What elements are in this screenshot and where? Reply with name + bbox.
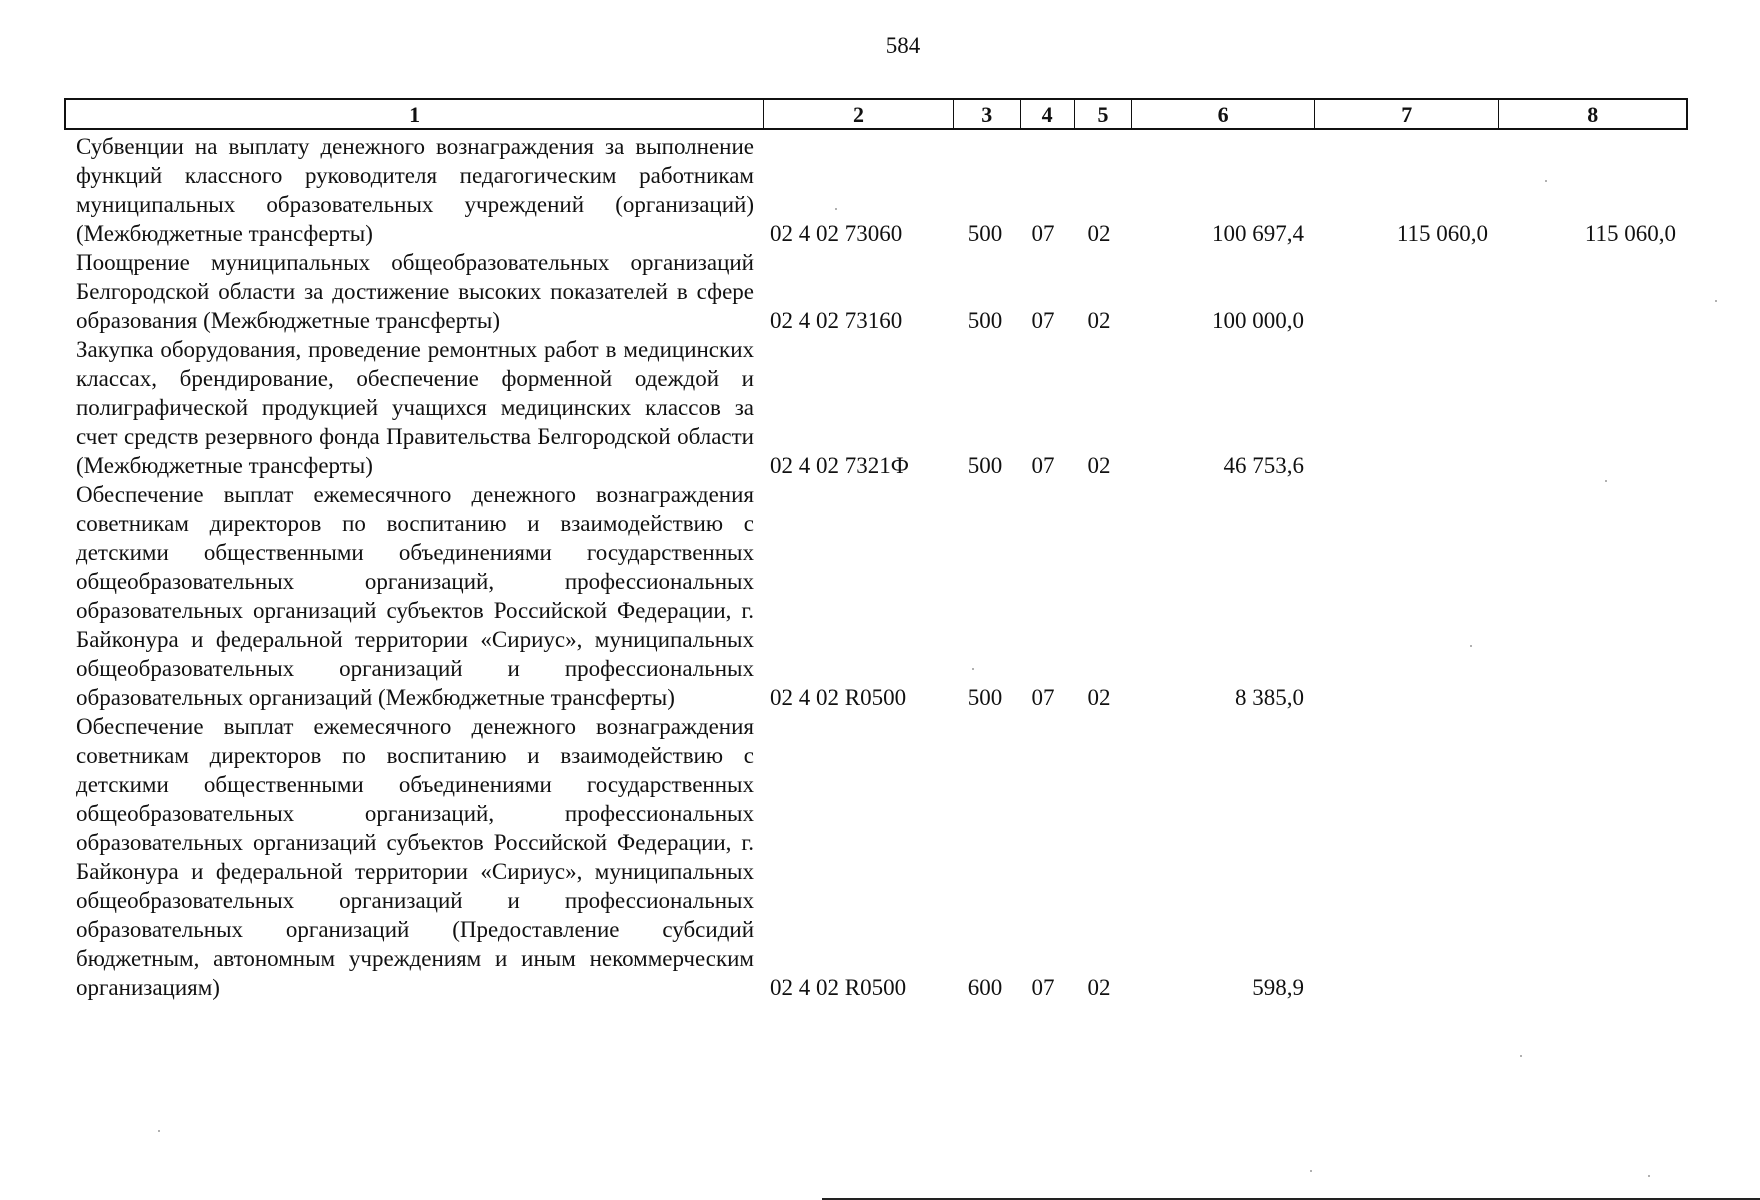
- scan-speck: [835, 208, 837, 210]
- scan-speck: [158, 1130, 160, 1132]
- row-col-3: 600: [967, 975, 1003, 1000]
- row-code: 02 4 02 7321Ф: [770, 453, 909, 478]
- scan-speck: [972, 668, 974, 670]
- header-col-2: 2: [764, 100, 954, 128]
- page-number: 584: [885, 33, 921, 58]
- row-col-7: 115 060,0: [1396, 221, 1488, 246]
- row-col-5: 02: [1087, 685, 1111, 710]
- row-col-6: 100 697,4: [1212, 221, 1304, 246]
- table-row: [76, 335, 1688, 480]
- row-code: 02 4 02 73160: [770, 308, 903, 333]
- header-col-6: 6: [1132, 100, 1315, 128]
- row-description: Поощрение муниципальных общеобразовательных организаций Белгородской области за достижение высоких показателей в сфере образования (Межбюджетные трансферты): [76, 250, 754, 333]
- scan-speck: [1605, 480, 1607, 482]
- scan-speck: [1545, 180, 1547, 182]
- table-header: [64, 98, 1688, 130]
- row-col-6: 46 753,6: [1223, 453, 1304, 478]
- table-row: [76, 712, 1688, 1002]
- row-code: 02 4 02 R0500: [770, 975, 907, 1000]
- table-body: [76, 132, 1688, 1002]
- row-col-8: 115 060,0: [1584, 221, 1676, 246]
- header-col-7: 7: [1315, 100, 1500, 128]
- header-col-5: 5: [1075, 100, 1133, 128]
- scan-speck: [1310, 1170, 1312, 1172]
- row-col-5: 02: [1087, 453, 1111, 478]
- row-col-3: 500: [967, 685, 1003, 710]
- row-col-5: 02: [1087, 221, 1111, 246]
- scan-speck: [1520, 1055, 1522, 1057]
- table-row: [76, 248, 1688, 335]
- row-col-3: 500: [967, 221, 1003, 246]
- row-col-4: 07: [1031, 453, 1055, 478]
- header-col-1: 1: [66, 100, 764, 128]
- row-description: Субвенции на выплату денежного вознаграждения за выполнение функций классного руководителя педагогическим работникам муниципальных образовательных учреждений (организаций) (Межбюджетные трансферты): [76, 134, 754, 246]
- row-code: 02 4 02 R0500: [770, 685, 907, 710]
- row-col-5: 02: [1087, 975, 1111, 1000]
- scan-speck: [1470, 645, 1472, 647]
- row-description: Обеспечение выплат ежемесячного денежного вознаграждения советникам директоров по воспитанию и взаимодействию с детскими общественными объединениями государственных общеобразовательных организаций, профессиональных образовательных организаций субъектов Российской Федерации, г. Байконура и федеральной территории «Сириус», муниципальных общеобразовательных организаций и профессиональных образовательных организаций (Предоставление субсидий бюджетным, автономным учреждениям и иным некоммерческим организациям): [76, 714, 754, 1000]
- table-row: [76, 132, 1688, 248]
- row-col-4: 07: [1031, 221, 1055, 246]
- scan-speck: [1715, 300, 1717, 302]
- row-col-3: 500: [967, 308, 1003, 333]
- row-col-6: 8 385,0: [1235, 685, 1304, 710]
- row-code: 02 4 02 73060: [770, 221, 903, 246]
- row-description: Закупка оборудования, проведение ремонтных работ в медицинских классах, брендирование, обеспечение форменной одеждой и полиграфической продукцией учащихся медицинских классов за счет средств резервного фонда Правительства Белгородской области (Межбюджетные трансферты): [76, 337, 754, 478]
- row-col-5: 02: [1087, 308, 1111, 333]
- header-col-3: 3: [954, 100, 1021, 128]
- scan-speck: [1648, 1175, 1650, 1177]
- row-col-6: 100 000,0: [1212, 308, 1304, 333]
- row-col-4: 07: [1031, 685, 1055, 710]
- table-row: [76, 480, 1688, 712]
- row-col-4: 07: [1031, 975, 1055, 1000]
- row-description: Обеспечение выплат ежемесячного денежного вознаграждения советникам директоров по воспитанию и взаимодействию с детскими общественными объединениями государственных общеобразовательных организаций, профессиональных образовательных организаций субъектов Российской Федерации, г. Байконура и федеральной территории «Сириус», муниципальных общеобразовательных организаций и профессиональных образовательных организаций (Межбюджетные трансферты): [76, 482, 754, 710]
- header-col-8: 8: [1587, 102, 1599, 127]
- header-col-4: 4: [1021, 100, 1075, 128]
- row-col-4: 07: [1031, 308, 1055, 333]
- row-col-3: 500: [967, 453, 1003, 478]
- row-col-6: 598,9: [1252, 975, 1304, 1000]
